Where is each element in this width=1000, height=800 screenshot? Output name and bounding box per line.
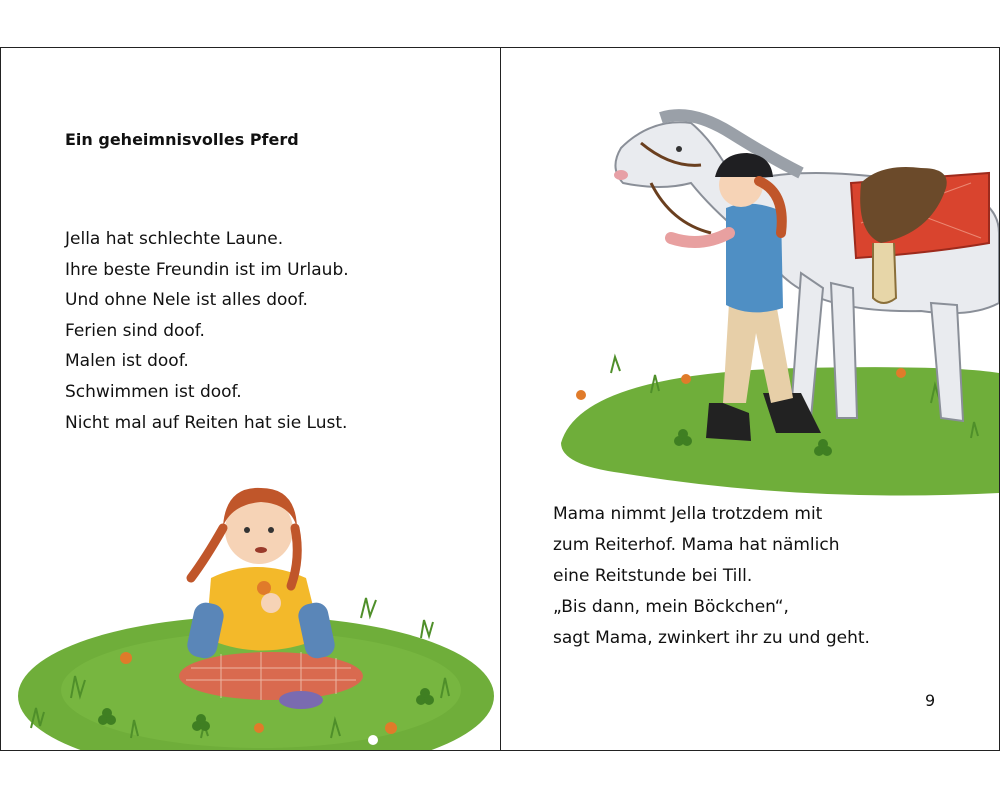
text-line: Ferien sind doof. [65,320,205,341]
text-line: Schwimmen ist doof. [65,381,242,402]
left-paragraph [65,224,349,438]
right-paragraph [553,499,870,654]
blue-vest [726,204,783,313]
text-line: Nicht mal auf Reiten hat sie Lust. [65,412,348,433]
girl-with-horse-illustration [501,73,999,498]
right-page [500,47,1000,751]
striped-arm [671,233,729,242]
sneaker [279,691,323,709]
text-line: sagt Mama, zwinkert ihr zu und geht. [553,628,870,648]
chapter-title: Ein geheimnisvolles Pferd [65,130,299,149]
left-page [0,47,501,751]
text-line: „Bis dann, mein Böckchen“, [553,597,789,617]
text-line: Jella hat schlechte Laune. [65,229,284,249]
crossed-legs [179,652,363,700]
text-line: Ihre beste Freundin ist im Urlaub. [65,259,349,280]
text-line: zum Reiterhof. Mama hat nämlich [553,535,840,555]
text-line: eine Reitstunde bei Till. [553,566,753,586]
text-line: Malen ist doof. [65,351,189,372]
sitting-girl-illustration [1,438,500,750]
page-number: 9 [925,691,936,710]
text-line: Und ohne Nele ist alles doof. [65,290,308,311]
text-line: Mama nimmt Jella trotzdem mit [553,504,823,524]
book-spread [0,47,1000,751]
